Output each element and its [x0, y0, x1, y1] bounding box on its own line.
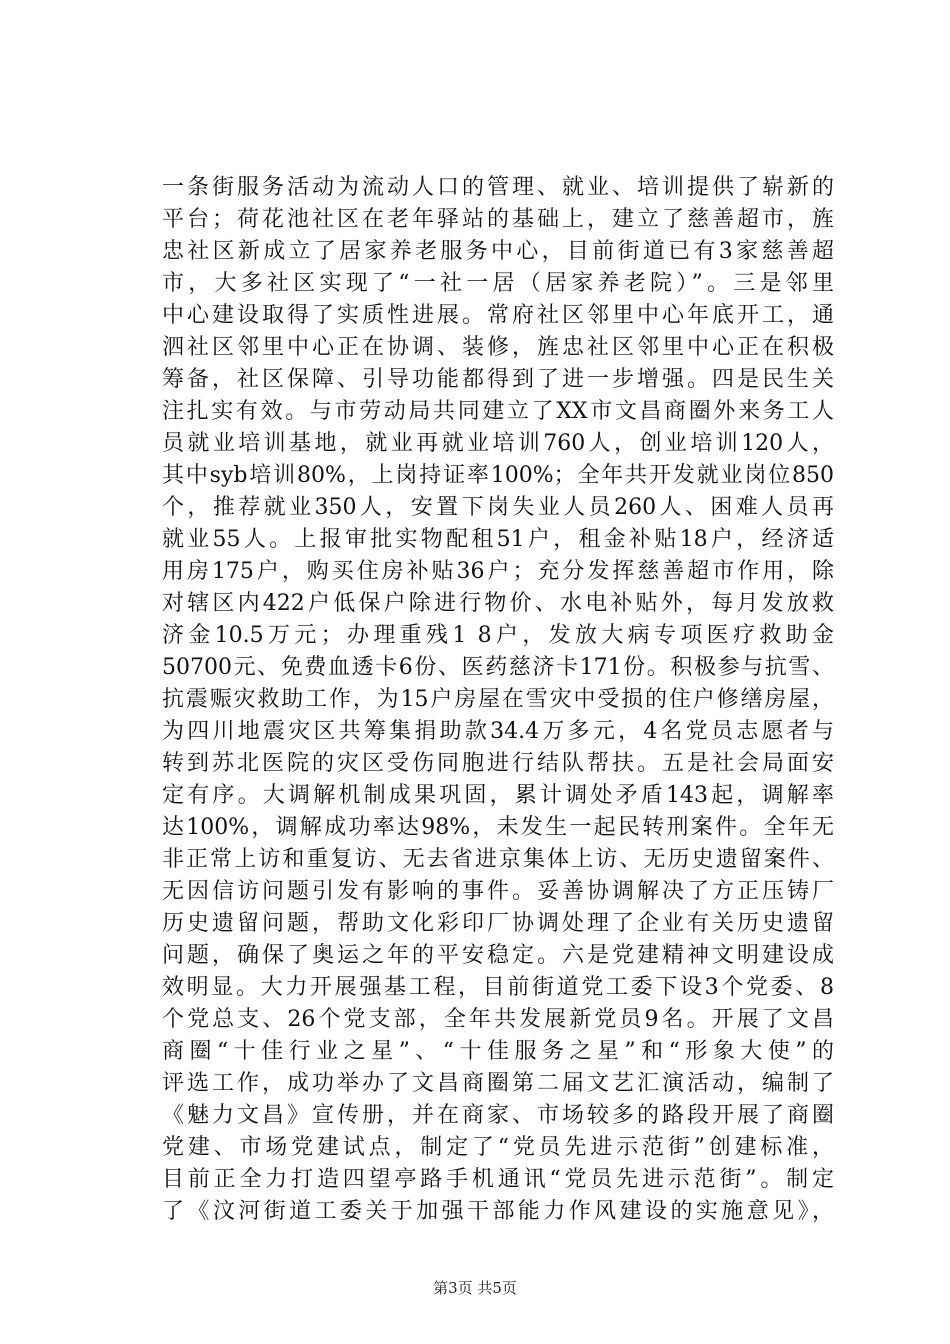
text-line: 就业55人。上报审批实物配租51户，租金补贴18户，经济适	[162, 527, 834, 552]
text-line: 济金10.5万元；办理重残1 8户，发放大病专项医疗救助金	[162, 623, 834, 648]
text-line: 个党总支、26个党支部，全年共发展新党员9名。开展了文昌	[162, 1007, 834, 1032]
text-line: 个，推荐就业350人，安置下岗失业人员260人、困难人员再	[162, 495, 834, 520]
text-line: 问题，确保了奥运之年的平安稳定。六是党建精神文明建设成	[162, 943, 834, 968]
text-line: 泗社区邻里中心正在协调、装修，旌忠社区邻里中心正在积极	[162, 335, 834, 360]
text-line: 目前正全力打造四望亭路手机通讯“党员先进示范街”。制定	[162, 1167, 834, 1192]
text-line: 其中syb培训80%，上岗持证率100%；全年共开发就业岗位850	[162, 463, 834, 488]
text-line: 注扎实有效。与市劳动局共同建立了XX市文昌商圈外来务工人	[162, 399, 834, 424]
text-line: 评选工作，成功举办了文昌商圈第二届文艺汇演活动，编制了	[162, 1071, 834, 1096]
text-line: 定有序。大调解机制成果巩固，累计调处矛盾143起，调解率	[162, 783, 834, 808]
text-line: 一条街服务活动为流动人口的管理、就业、培训提供了崭新的	[162, 175, 834, 200]
text-line: 《魅力文昌》宣传册，并在商家、市场较多的路段开展了商圈	[162, 1103, 834, 1128]
text-line: 为四川地震灾区共筹集捐助款34.4万多元，4名党员志愿者与	[162, 719, 834, 744]
text-line: 达100%，调解成功率达98%，未发生一起民转刑案件。全年无	[162, 815, 834, 840]
text-line: 了《汶河街道工委关于加强干部能力作风建设的实施意见》，	[162, 1199, 834, 1224]
text-line: 历史遗留问题，帮助文化彩印厂协调处理了企业有关历史遗留	[162, 911, 834, 936]
text-line: 党建、市场党建试点，制定了“党员先进示范街”创建标准，	[162, 1135, 834, 1160]
text-line: 抗震赈灾救助工作，为15户房屋在雪灾中受损的住户修缮房屋，	[162, 687, 834, 712]
text-line: 员就业培训基地，就业再就业培训760人，创业培训120人，	[162, 431, 834, 456]
text-line: 50700元、免费血透卡6份、医药慈济卡171份。积极参与抗雪、	[162, 655, 834, 680]
text-line: 市，大多社区实现了“一社一居（居家养老院）”。三是邻里	[162, 271, 834, 296]
text-line: 转到苏北医院的灾区受伤同胞进行结队帮扶。五是社会局面安	[162, 751, 834, 776]
text-line: 无因信访问题引发有影响的事件。妥善协调解决了方正压铸厂	[162, 879, 834, 904]
text-line: 效明显。大力开展强基工程，目前街道党工委下设3个党委、8	[162, 975, 834, 1000]
text-line: 对辖区内422户低保户除进行物价、水电补贴外，每月发放救	[162, 591, 834, 616]
text-line: 商圈“十佳行业之星”、“十佳服务之星”和“形象大使”的	[162, 1039, 834, 1064]
text-line: 用房175户，购买住房补贴36户；充分发挥慈善超市作用，除	[162, 559, 834, 584]
text-line: 筹备，社区保障、引导功能都得到了进一步增强。四是民生关	[162, 367, 834, 392]
text-line: 平台；荷花池社区在老年驿站的基础上，建立了慈善超市，旌	[162, 207, 834, 232]
page-footer	[0, 1278, 950, 1298]
text-line: 忠社区新成立了居家养老服务中心，目前街道已有3家慈善超	[162, 239, 834, 264]
page-number-label: 第3页 共5页	[433, 1279, 517, 1297]
text-line: 中心建设取得了实质性进展。常府社区邻里中心年底开工，通	[162, 303, 834, 328]
body-text	[162, 172, 834, 1228]
text-line: 非正常上访和重复访、无去省进京集体上访、无历史遗留案件、	[162, 847, 834, 872]
